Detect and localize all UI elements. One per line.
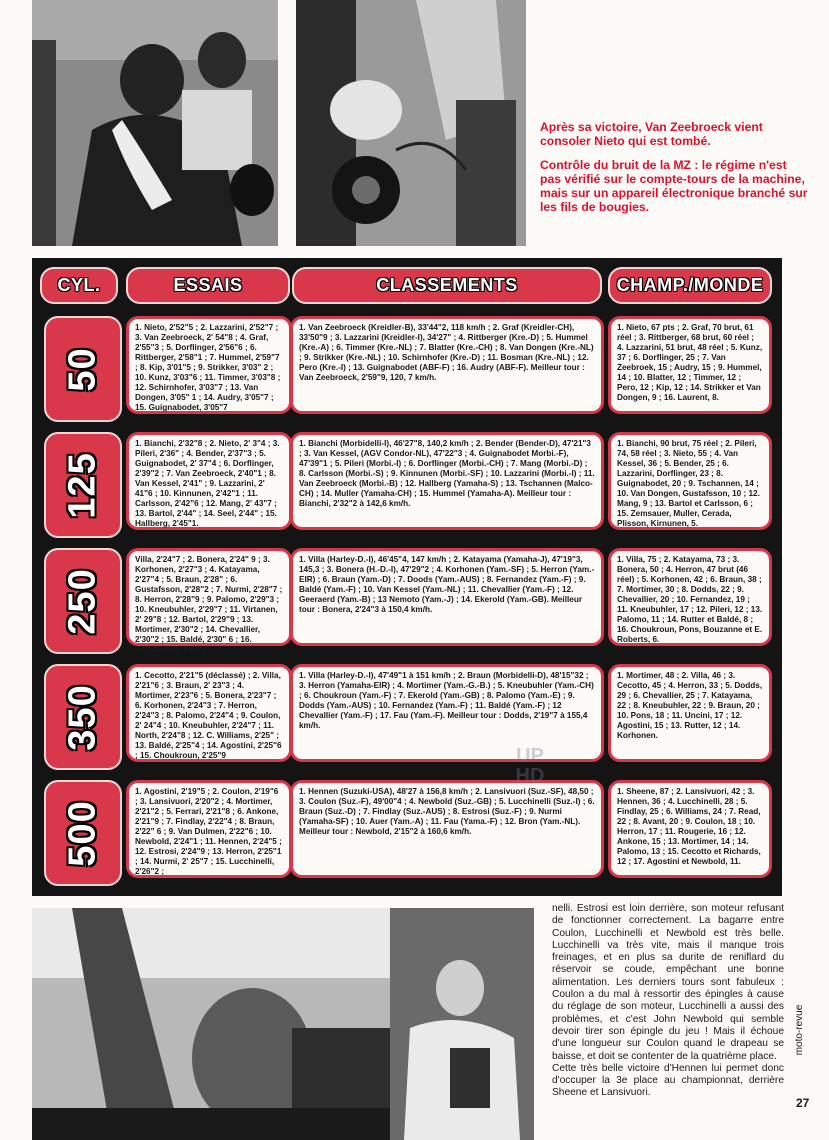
photo-bottom-right bbox=[390, 908, 534, 1140]
classements-cell: 1. Hennen (Suzuki-USA), 48'27 à 156,8 km/h ; 2. Lansivuori (Suz.-SF), 48,50 ; 3. Coulon (Suz.-F), 49'00"4 ; 4. Newbold (Suz.-GB) ; 5. Lucchinelli (Suz.-I) ; 6. Braun (Suz.-D) ; 7. Findlay (Suz.-AUS) ; 8. Estrosi (Suz.-F) ; 9. Nurmi (Yamaha-SF) ; 10. Auer (Yam.-A) ; 11. Fau (Yama.-F) ; 12. Bron (Yam.-NL). Meilleur tour : Newbold, 2'15"2 à 160,6 km/h. bbox=[290, 780, 604, 878]
classements-cell: 1. Villa (Harley-D.-I), 46'45"4, 147 km/h ; 2. Katayama (Yamaha-J), 47'19"3, 145,3 ; 3. Bonera (H.-D.-I), 47'29"2 ; 4. Korhonen (Yam.-SF) ; 5. Herron (Yam.-EIR) ; 6. Braun (Yam.-D) ; 7. Doods (Yam.-AUS) ; 8. Fernandez (Yam.-F) ; 9. Baldé (Yam.-F) ; 10. Van Kessel (Yam.-NL) ; 11. Chevallier (Yam.-F) ; 12. Geeraerd (Yam.-B) ; 13 Nemoto (Yam.-J) ; 14. Ekerold (Yam.-GB). Meilleur tour : Bonera, 2'24"3 à 150,4 km/h. bbox=[290, 548, 604, 646]
classements-cell: 1. Van Zeebroeck (Kreidler-B), 33'44"2, 118 km/h ; 2. Graf (Kreidler-CH), 33'50"9 ; 3. Lazzarini (Kreidler-I), 34'27" ; 4. Rittberger (Kre.-D) ; 5. Hummel (Kre.-A) ; 6. Timmer (Kre.-NL) ; 7. Blatter (Kre.-CH) ; 8. Van Dongen (Kre.-NL) ; 9. Strikker (Kre.-NL) ; 10. Schirnhofer (Kre.-D) ; 11. Bosman (Kre.-NL) ; 12. Pero (Kre.-I) ; 13. Guignabodet (ABF-F) ; 16. Audry (ABF-F). Meilleur tour : Van Zeebroeck, 2'59"9, 120, 7 km/h. bbox=[290, 316, 604, 414]
cyl-badge bbox=[44, 316, 122, 422]
cyl-badge bbox=[44, 664, 122, 770]
champ-monde-cell: 1. Mortimer, 48 ; 2. Villa, 46 ; 3. Cecotto, 45 ; 4. Herron, 33 ; 5. Dodds, 29 ; 6. Chevallier, 25 ; 7. Katayama, 22 ; 8. Kneubuhler, 22 ; 9. Braun, 20 ; 10. Pons, 18 ; 11. Uncini, 17 ; 12. Agostini, 15 ; 13. Rutter, 12 ; 14. Korhonen. bbox=[608, 664, 772, 762]
photo-captions bbox=[540, 120, 810, 224]
photo-bottom-left bbox=[32, 908, 412, 1140]
classements-cell: 1. Villa (Harley-D.-I), 47'49"1 à 151 km/h ; 2. Braun (Morbidelli-D), 48'15"32 ; 3. Herron (Yamaha-EIR) ; 4. Mortimer (Yam.-G.-B.) ; 5. Kneubuhler (Yam.-CH) ; 6. Choukroun (Yam.-F) ; 7. Ekerold (Yam.-GB) ; 8. Palomo (Yam.-E) ; 9. Dodds (Yam.-AUS) ; 10. Fernandez (Yam.-F) ; 11. Baldé (Yam.-F) ; 12 Chevallier (Yam.-F) ; 17. Fau (Yam.-F). Meilleur tour : Dodds, 2'19"7 à 155,4 km/h. bbox=[290, 664, 604, 762]
cyl-badge bbox=[44, 432, 122, 538]
champ-monde-cell: 1. Sheene, 87 ; 2. Lansivuori, 42 ; 3. Hennen, 36 ; 4. Lucchinelli, 28 ; 5. Findlay, 25 ; 6. Williams, 24 ; 7. Read, 22 ; 8. Avant, 20 ; 9. Coulon, 18 ; 10. Herron, 17 ; 11. Rougerie, 16 ; 12. Ankone, 15 ; 13. Mortimer, 14 ; 14. Palomo, 13 ; 15. Cecotto et Richards, 12 ; 17. Agostini et Newbold, 11. bbox=[608, 780, 772, 878]
caption-noise-control: Contrôle du bruit de la MZ : le régime n'est pas vérifié sur le compte-tours de la machine, mais sur un appareil électronique branché sur les fils de bougies. bbox=[540, 158, 808, 214]
row-125cc bbox=[32, 426, 782, 538]
row-350cc bbox=[32, 658, 782, 770]
champ-monde-cell: 1. Nieto, 67 pts ; 2. Graf, 70 brut, 61 réel ; 3. Rittberger, 68 brut, 60 réel ; 4. Lazzarini, 51 brut, 48 réel ; 5. Kunz, 37 ; 6. Dorflinger, 25 ; 7. Van Zeebroek, 15 ; Audry, 15 ; 9. Hummel, 14 ; 10. Blatter, 12 ; Timmer, 12 ; Pero, 12 ; Kip, 12 ; 14. Strikker et Van Dongen, 9 ; 16. Laurent, 8. bbox=[608, 316, 772, 414]
photo-van-zeebroeck-nieto bbox=[32, 0, 278, 246]
cyl-label: 125 bbox=[61, 451, 104, 519]
cyl-badge bbox=[44, 548, 122, 654]
row-500cc bbox=[32, 774, 782, 886]
essais-cell: 1. Bianchi, 2'32"8 ; 2. Nieto, 2' 3"4 ; 3. Pileri, 2'36" ; 4. Bender, 2'37"3 ; 5. Guignabodet, 2' 37"4 ; 6. Dorflinger, 2'39"2 ; 7. Van Zeebroeck, 2'40"1 ; 8. Van Kessel, 2'41" ; 9. Lazzarini, 2' 41"6 ; 10. Kinnunen, 2'42"1 ; 11. Carlsson, 2'42"6 ; 12. Mang, 2' 43"7 ; 13. Bartol, 2'44" ; 14. Seel, 2'44" ; 15. Hallberg, 2'45"1. bbox=[126, 432, 292, 530]
header-champ-monde: CHAMP./MONDE bbox=[608, 267, 772, 304]
cyl-label: 500 bbox=[61, 799, 104, 867]
header-classements: CLASSEMENTS bbox=[292, 267, 602, 304]
header-cyl: CYL. bbox=[40, 267, 118, 304]
essais-cell: 1. Nieto, 2'52"5 ; 2. Lazzarini, 2'52"7 ; 3. Van Zeebroeck, 2' 54"8 ; 4. Graf, 2'55"3 ; 5. Dorflinger, 2'56"6 ; 6. Rittberger, 2'58"1 ; 7. Hummel, 2'59"7 ; 8. Kip, 3'01"5 ; 9. Strikker, 3'03" 2 ; 10. Kunz, 3'03"6 ; 11. Timmer, 3'03"8 ; 12. Schirnhofer, 3'03"7 ; 13. Van Dongen, 3'05" 1 ; 14. Audry, 3'05"7 ; 15. Guignabodet, 3'05"7 bbox=[126, 316, 292, 414]
watermark: UP HD bbox=[515, 745, 545, 787]
cyl-badge bbox=[44, 780, 122, 886]
essais-cell: Villa, 2'24"7 ; 2. Bonera, 2'24" 9 ; 3. Korhonen, 2'27"3 ; 4. Katayama, 2'27"4 ; 5. Braun, 2'28" ; 6. Gustafsson, 2'28"2 ; 7. Nurmi, 2'28"7 ; 8. Herron, 2'28"9 ; 9. Palomo, 2'29"3 ; 10. Kneubuhler, 2'29"7 ; 11. Virtanen, 2' 29"8 ; 12. Bartol, 2'29"9 ; 13. Mortimer, 2'30"2 ; 14. Chevallier, 2'30"2 ; 15. Baldé, 2'30" 6 ; 16. Choukroun, 2'31"1 bbox=[126, 548, 292, 646]
article-paragraph: nelli. Estrosi est loin derrière, son moteur refusant de fonctionner correctement. La bagarre entre Coulon, Lucchinelli et Newbold est très belle. Lucchinelli va très vite, mais il manque trois freinages, et en plus sa durite de reniflard du réservoir se coude, empêchant une bonne alimentation. Les derniers tours sont fabuleux : Coulon a du mal à ressortir des épingles à cause du réglage de son moteur, Lucchinelli a aussi des problèmes, et c'est John Newbold qui semble devoir tirer son épingle du jeu ! Mais il échoue d'une longueur sur Coulon quand le drapeau se baisse, et doit se contenter de la quatrième place. bbox=[552, 903, 784, 1062]
photo-mz-noise-control bbox=[296, 0, 526, 246]
cyl-label: 250 bbox=[61, 567, 104, 635]
essais-cell: 1. Cecotto, 2'21"5 (déclassé) ; 2. Villa, 2'21"6 ; 3. Braun, 2' 23"3 ; 4. Mortimer, 2'23"6 ; 5. Bonera, 2'23"7 ; 6. Korhonen, 2'24"3 ; 7. Herron, 2'24"3 ; 8. Palomo, 2'24"4 ; 9. Coulon, 2' 24"4 ; 10. Kneubuhler, 2'24"7 ; 11. North, 2'24"8 ; 12. C. Williams, 2'25" ; 13. Baldé, 2'25"4 ; 14. Agostini, 2'25"6 ; 15. Choukroun, 2'25"9 bbox=[126, 664, 292, 762]
results-table bbox=[32, 258, 782, 896]
article-text bbox=[552, 903, 784, 1100]
champ-monde-cell: 1. Villa, 75 ; 2. Katayama, 73 ; 3. Bonera, 50 ; 4. Herron, 47 brut (46 réel) ; 5. Korhonen, 42 ; 6. Braun, 38 ; 7. Mortimer, 30 ; 8. Dodds, 22 ; 9. Chevallier, 20 ; 10. Fernandez, 19 ; 11. Kneubuhler, 17 ; 12. Pileri, 12 ; 13. Palomo, 11 ; 14. Rutter et Baldé, 8 ; 16. Choukroun, Pons, Bouzanne et E. Roberts, 6. bbox=[608, 548, 772, 646]
classements-cell: 1. Bianchi (Morbidelli-I), 46'27"8, 140,2 km/h ; 2. Bender (Bender-D), 47'21"3 ; 3. Van Kessel, (AGV Condor-NL), 47'22"3 ; 4. Guignabodet Morbi.-F), 47'39"1 ; 5. Pileri (Morbi.-I) ; 6. Dorflinger (Morbi.-CH) ; 7. Mang (Morbi.-D) ; 8. Carlsson (Morbi.-S) ; 9. Kinnunen (Morbi.-SF) ; 10. Lazzarini (Morbi.-I) ; 11. Van Zeebroeck (Morbi.-B) ; 12. Hallberg (Yamaha-S) ; 13. Tschannen (Malco-CH) ; 14. Muller (Yamaha-CH) ; 15. Hummel (Yamaha-A). Meilleur tour : Bianchi, 2'32"2 à 142,6 km/h. bbox=[290, 432, 604, 530]
magazine-name: moto-revue bbox=[793, 1004, 805, 1056]
champ-monde-cell: 1. Bianchi, 90 brut, 75 réel ; 2. Pileri, 74, 58 réel ; 3. Nieto, 55 ; 4. Van Kessel, 36 ; 5. Bender, 25 ; 6. Lazzarini, Dorflinger, 23 ; 8. Guignabodet, 20 ; 9. Tschannen, 14 ; 10. Van Dongen, Gustafsson, 10 ; 12. Mang, 9 ; 13. Bartol et Carlsson, 6 ; 15. Zemsauer, Muller, Cerada, Plisson, Kirnunen, 5. bbox=[608, 432, 772, 530]
caption-victory: Après sa victoire, Van Zeebroeck vient consoler Nieto qui est tombé. bbox=[540, 120, 763, 148]
cyl-label: 350 bbox=[61, 683, 104, 751]
page-number: 27 bbox=[796, 1096, 810, 1110]
essais-cell: 1. Agostini, 2'19"5 ; 2. Coulon, 2'19"6 ; 3. Lansivuori, 2'20"2 ; 4. Mortimer, 2'21"2 ; 5. Ferrari, 2'21"8 ; 6. Ankone, 2'21"9 ; 7. Findlay, 2'22"4 ; 8. Braun, 2'22" 6 ; 9. Van Dulmen, 2'22"6 ; 10. Newbold, 2'24"1 ; 11. Hennen, 2'24"5 ; 12. Estrosi, 2'24"9 ; 13. Herron, 2'25"1 ; 14. Nurmi, 2' 25"7 ; 15. Lucchinelli, 2'26"2 ; bbox=[126, 780, 292, 878]
row-250cc bbox=[32, 542, 782, 654]
cyl-label: 50 bbox=[61, 346, 104, 392]
row-50cc bbox=[32, 310, 782, 422]
header-essais: ESSAIS bbox=[126, 267, 290, 304]
article-paragraph: Cette très belle victoire d'Hennen lui permet donc d'occuper la 3e place au championnat, derrière Sheene et Lansivuori. bbox=[552, 1062, 784, 1099]
